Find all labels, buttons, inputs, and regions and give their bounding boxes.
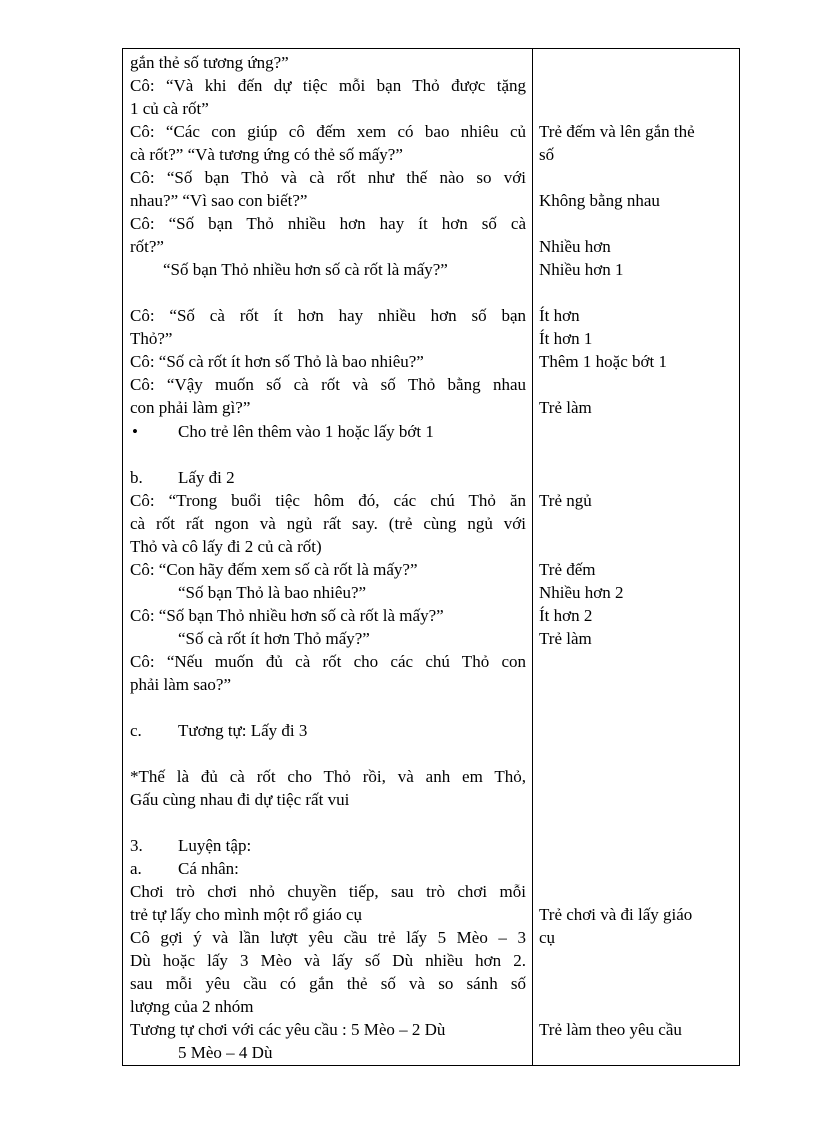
teacher-line: *Thế là đủ cà rốt cho Thỏ rồi, và anh em Thỏ, [130, 767, 526, 786]
teacher-line: Cô: “Số cà rốt ít hơn hay nhiều hơn số bạn [130, 306, 526, 325]
teacher-line: nhau?” “Vì sao con biết?” [130, 191, 308, 210]
teacher-line: “Số cà rốt ít hơn Thỏ mấy?” [178, 629, 370, 648]
teacher-line: rốt?” [130, 237, 164, 256]
child-line: cụ [539, 928, 556, 947]
list-marker: b. [130, 468, 143, 487]
child-line: Trẻ làm theo yêu cầu [539, 1020, 682, 1039]
child-line: Trẻ đếm và lên gắn thẻ [539, 122, 695, 141]
teacher-line: 1 củ cà rốt” [130, 99, 209, 118]
list-marker: c. [130, 721, 142, 740]
child-line: Trẻ làm [539, 629, 592, 648]
teacher-line: 5 Mèo – 4 Dù [178, 1043, 273, 1062]
teacher-line: Cô: “Số bạn Thỏ và cà rốt như thế nào so với [130, 168, 526, 187]
teacher-line: cà rốt?” “Và tương ứng có thẻ số mấy?” [130, 145, 403, 164]
teacher-line: con phải làm gì?” [130, 398, 251, 417]
teacher-line: Cô: “Số bạn Thỏ nhiều hơn hay ít hơn số cà [130, 214, 526, 233]
teacher-line: Gấu cùng nhau đi dự tiệc rất vui [130, 790, 350, 809]
teacher-line: Thỏ?” [130, 329, 173, 348]
list-marker: a. [130, 859, 142, 878]
section-heading: Tương tự: Lấy đi 3 [178, 721, 308, 740]
teacher-line: lượng của 2 nhóm [130, 997, 254, 1016]
teacher-line: Dù hoặc lấy 3 Mèo và lấy số Dù nhiều hơn 2. [130, 951, 526, 970]
teacher-line: Cô: “Số bạn Thỏ nhiều hơn số cà rốt là mấy?” [130, 606, 444, 625]
teacher-line: Thỏ và cô lấy đi 2 củ cà rốt) [130, 537, 322, 556]
teacher-line: Cô: “Nếu muốn đủ cà rốt cho các chú Thỏ con [130, 652, 526, 671]
child-line: Thêm 1 hoặc bớt 1 [539, 352, 667, 371]
child-line: Nhiều hơn 1 [539, 260, 624, 279]
child-line: Trẻ chơi và đi lấy giáo [539, 905, 693, 924]
section-heading: Luyện tập: [178, 836, 252, 855]
column-divider [532, 49, 533, 1065]
teacher-line: phải làm sao?” [130, 675, 232, 694]
child-line: Nhiều hơn [539, 237, 611, 256]
teacher-line: Cho trẻ lên thêm vào 1 hoặc lấy bớt 1 [178, 422, 434, 441]
teacher-line: “Số bạn Thỏ nhiều hơn số cà rốt là mấy?” [163, 260, 448, 279]
child-line: Ít hơn 2 [539, 606, 593, 625]
section-heading: Lấy đi 2 [178, 468, 235, 487]
child-line: Ít hơn 1 [539, 329, 593, 348]
list-marker: 3. [130, 836, 143, 855]
teacher-line: gắn thẻ số tương ứng?” [130, 53, 289, 72]
child-line: Không bằng nhau [539, 191, 660, 210]
teacher-line: Cô: “Số cà rốt ít hơn số Thỏ là bao nhiêu?” [130, 352, 424, 371]
child-line: Nhiều hơn 2 [539, 583, 624, 602]
child-line: Trẻ ngủ [539, 491, 592, 510]
teacher-line: Tương tự chơi với các yêu cầu : 5 Mèo – 2 Dù [130, 1020, 446, 1039]
child-line: số [539, 145, 555, 164]
teacher-line: Cô: “Và khi đến dự tiệc mỗi bạn Thỏ được tặng [130, 76, 526, 95]
teacher-line: Cô: “Vậy muốn số cà rốt và số Thỏ bằng nhau [130, 375, 526, 394]
child-line: Trẻ làm [539, 398, 592, 417]
lesson-table [122, 48, 740, 1066]
child-line: Trẻ đếm [539, 560, 596, 579]
teacher-line: cà rốt rất ngon và ngủ rất say. (trẻ cùng ngủ với [130, 514, 526, 533]
teacher-line: “Số bạn Thỏ là bao nhiêu?” [178, 583, 367, 602]
teacher-line: Chơi trò chơi nhỏ chuyền tiếp, sau trò chơi mỗi [130, 882, 526, 901]
teacher-line: Cô: “Trong buổi tiệc hôm đó, các chú Thỏ ăn [130, 491, 526, 510]
child-line: Ít hơn [539, 306, 580, 325]
teacher-line: trẻ tự lấy cho mình một rổ giáo cụ [130, 905, 363, 924]
bullet-icon: • [132, 422, 138, 441]
teacher-line: Cô gợi ý và lần lượt yêu cầu trẻ lấy 5 Mèo – 3 [130, 928, 526, 947]
teacher-line: sau mỗi yêu cầu có gắn thẻ số và so sánh số [130, 974, 526, 993]
teacher-line: Cô: “Con hãy đếm xem số cà rốt là mấy?” [130, 560, 418, 579]
section-heading: Cá nhân: [178, 859, 239, 878]
teacher-line: Cô: “Các con giúp cô đếm xem có bao nhiêu củ [130, 122, 526, 141]
